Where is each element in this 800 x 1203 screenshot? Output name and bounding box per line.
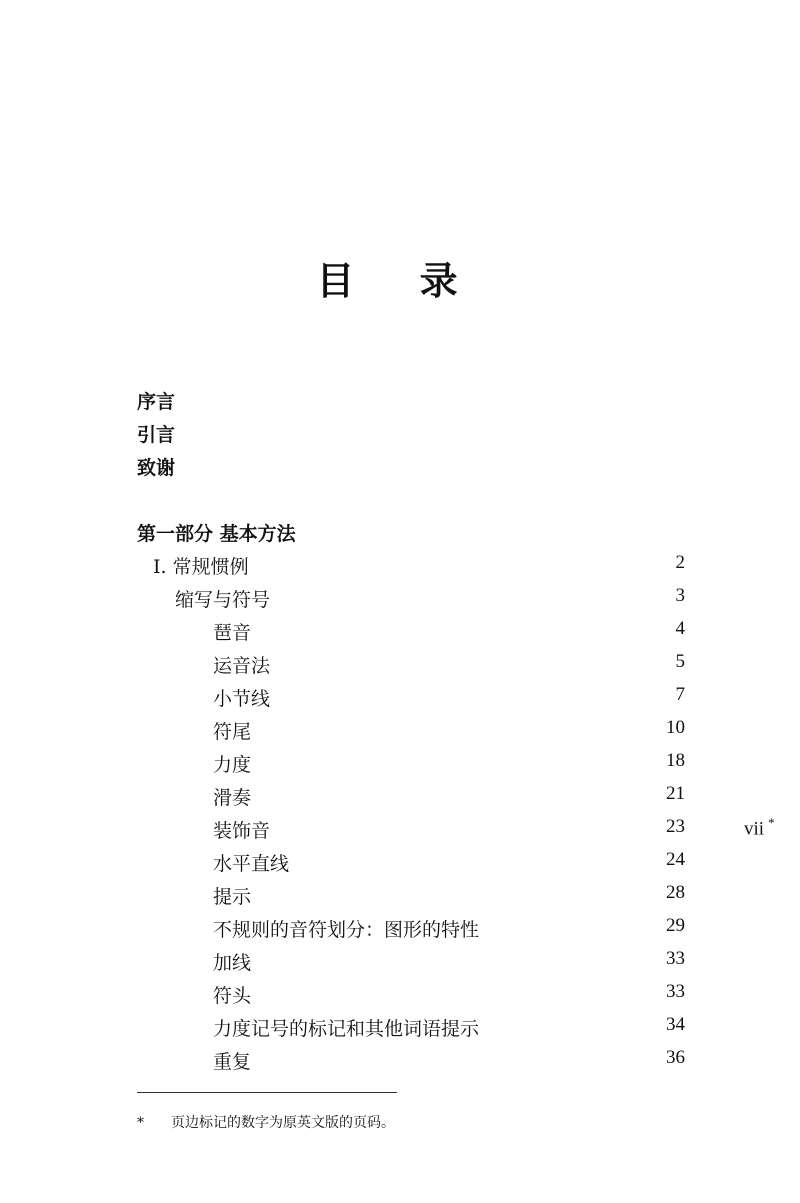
toc-entry-label: 符头 [213, 985, 252, 1007]
front-matter-preface: 序言 [137, 391, 176, 413]
toc-entry-page: 3 [675, 585, 685, 606]
toc-entry-page: 29 [666, 915, 685, 936]
toc-entry-page: 28 [666, 882, 685, 903]
margin-page-number-mark: * [768, 815, 775, 830]
toc-entry [0, 948, 800, 978]
toc-entry [0, 618, 800, 648]
front-matter-introduction: 引言 [137, 424, 176, 446]
footnote [137, 1112, 395, 1132]
toc-entry [0, 684, 800, 714]
toc-entry [0, 585, 800, 615]
toc-entry [0, 849, 800, 879]
toc-entry-label: 力度记号的标记和其他词语提示 [213, 1018, 480, 1040]
toc-entry [0, 783, 800, 813]
toc-entry-page: 5 [675, 651, 685, 672]
toc-entry [0, 915, 800, 945]
toc-entry-label: I. 常规惯例 [153, 556, 249, 578]
toc-entry-label: 滑奏 [213, 787, 252, 809]
toc-entry-label: 水平直线 [213, 853, 290, 875]
toc-entry [0, 717, 800, 747]
toc-entry [0, 1014, 800, 1044]
toc-entry-label: 力度 [213, 754, 252, 776]
margin-page-number [744, 815, 775, 840]
toc-entry-label: 提示 [213, 886, 252, 908]
toc-entry-chapter-1 [0, 552, 800, 582]
toc-entry [0, 981, 800, 1011]
toc-entry [0, 1047, 800, 1077]
toc-entry-label: 不规则的音符划分：图形的特性 [213, 919, 480, 941]
toc-entry-page: 10 [666, 717, 685, 738]
toc-entry-label: 缩写与符号 [175, 589, 271, 611]
toc-entry-label: 重复 [213, 1051, 252, 1073]
toc-entry-page: 7 [675, 684, 685, 705]
toc-entry [0, 750, 800, 780]
footnote-text: 页边标记的数字为原英文版的页码。 [171, 1115, 395, 1131]
toc-entry-page: 2 [675, 552, 685, 573]
toc-entry-label: 加线 [213, 952, 252, 974]
toc-entry [0, 816, 800, 846]
toc-entry-page: 34 [666, 1014, 685, 1035]
toc-entry [0, 651, 800, 681]
toc-entry-page: 33 [666, 981, 685, 1002]
toc-entry-label: 符尾 [213, 721, 252, 743]
part-heading: 第一部分 基本方法 [137, 523, 296, 545]
toc-entry-page: 33 [666, 948, 685, 969]
toc-entry-label: 琶音 [213, 622, 252, 644]
toc-entry-label: 装饰音 [213, 820, 271, 842]
footnote-divider [137, 1092, 397, 1093]
footnote-mark: * [137, 1115, 144, 1131]
front-matter-acknowledgements: 致谢 [137, 457, 176, 479]
toc-entry-page: 21 [666, 783, 685, 804]
page-title: 目 录 [316, 258, 484, 303]
toc-entry-label: 小节线 [213, 688, 271, 710]
toc-entry-page: 4 [675, 618, 685, 639]
margin-page-number-text: vii [744, 818, 765, 840]
toc-entry-page: 36 [666, 1047, 685, 1068]
toc-entry [0, 882, 800, 912]
toc-entry-page: 18 [666, 750, 685, 771]
toc-entry-page: 23 [666, 816, 685, 837]
toc-entry-label: 运音法 [213, 655, 271, 677]
toc-entry-page: 24 [666, 849, 685, 870]
